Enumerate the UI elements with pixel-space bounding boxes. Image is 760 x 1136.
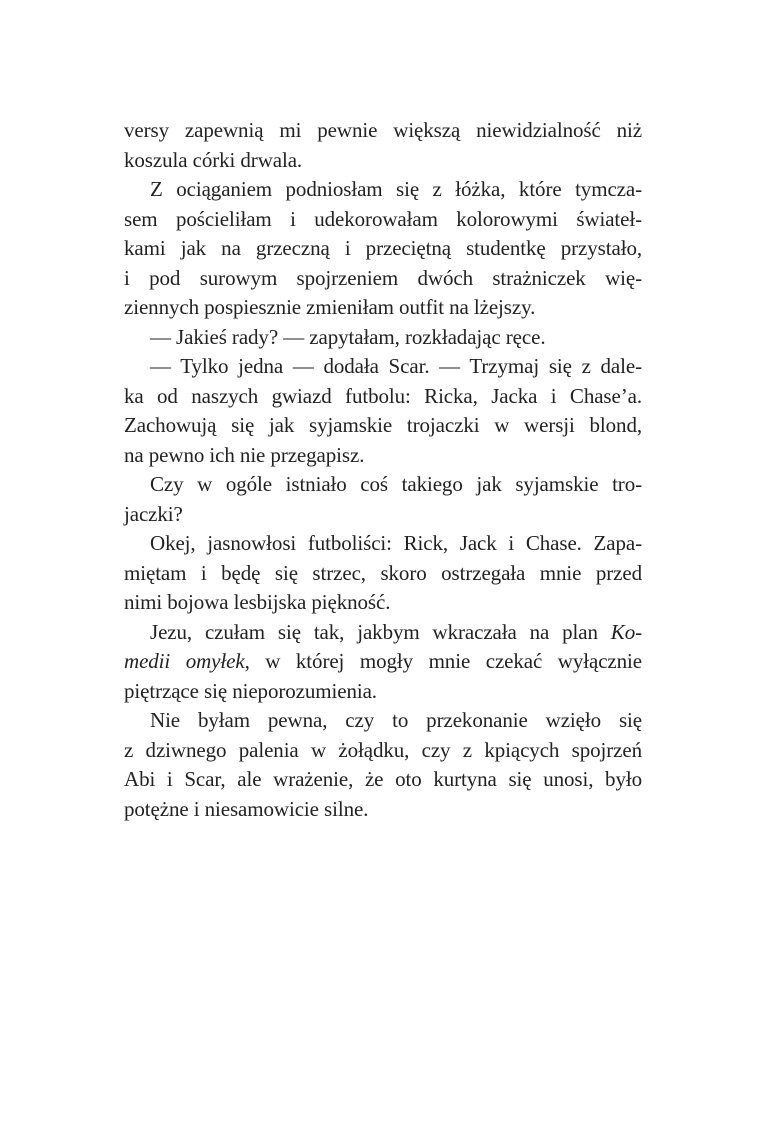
text-line: jaczki? [124, 501, 183, 526]
paragraph-8 [124, 706, 642, 824]
paragraph-6 [124, 529, 642, 618]
text-line: potężne i niesamowicie silne. [124, 796, 369, 821]
text-line: piętrzące się nieporozumienia. [124, 678, 377, 703]
text-line: — Jakieś rady? — zapytałam, rozkładając ręce. [150, 324, 546, 349]
text-line: versy zapewnią mi pewnie większą niewidzialność niż [124, 118, 642, 142]
text-line: Okej, jasnowłosi futboliści: Rick, Jack i Chase. Zapa- [150, 531, 642, 555]
paragraph-1 [124, 116, 642, 175]
paragraph-7 [124, 618, 642, 707]
text-line [124, 618, 642, 648]
paragraph-5 [124, 470, 642, 529]
text-line: Zachowują się jak syjamskie trojaczki w wersji blond, [124, 413, 642, 437]
text-line: na pewno ich nie przegapisz. [124, 442, 365, 467]
text-line: Nie byłam pewna, czy to przekonanie wzięło się [150, 708, 642, 732]
text-line: ziennych pospiesznie zmieniłam outfit na lżejszy. [124, 295, 536, 319]
text-line: z dziwnego palenia w żołądku, czy z kpiących spojrzeń [124, 737, 642, 762]
text-run: Jezu, czułam się tak, jakbym wkraczała na plan [150, 619, 611, 644]
text-line: ka od naszych gwiazd futbolu: Ricka, Jacka i Chase’a. [124, 383, 642, 408]
text-line: Abi i Scar, ale wrażenie, że oto kurtyna się unosi, było [124, 767, 642, 791]
text-line: Czy w ogóle istniało coś takiego jak syjamskie tro- [150, 472, 642, 496]
text-line: koszula córki drwala. [124, 147, 303, 172]
text-run: , w której mogły mnie czekać wyłącznie [244, 649, 642, 673]
paragraph-4 [124, 352, 642, 470]
text-line: miętam i będę się strzec, skoro ostrzegała mnie przed [124, 560, 642, 585]
italic-title: medii omyłek [124, 649, 245, 673]
text-line: Z ociąganiem podniosłam się z łóżka, które tymcza- [150, 177, 642, 201]
paragraph-2 [124, 175, 642, 323]
text-line: i pod surowym spojrzeniem dwóch strażniczek wię- [124, 265, 642, 290]
text-line: nimi bojowa lesbijska piękność. [124, 590, 391, 614]
italic-title: Ko- [610, 619, 642, 644]
paragraph-3 [124, 323, 642, 353]
text-line: kami jak na grzeczną i przeciętną studentkę przystało, [124, 236, 642, 260]
text-line [124, 647, 642, 677]
text-line: — Tylko jedna — dodała Scar. — Trzymaj się z dale- [150, 354, 642, 378]
body-text [124, 116, 642, 824]
text-line: sem pościeliłam i udekorowałam kolorowymi świateł- [124, 206, 642, 231]
